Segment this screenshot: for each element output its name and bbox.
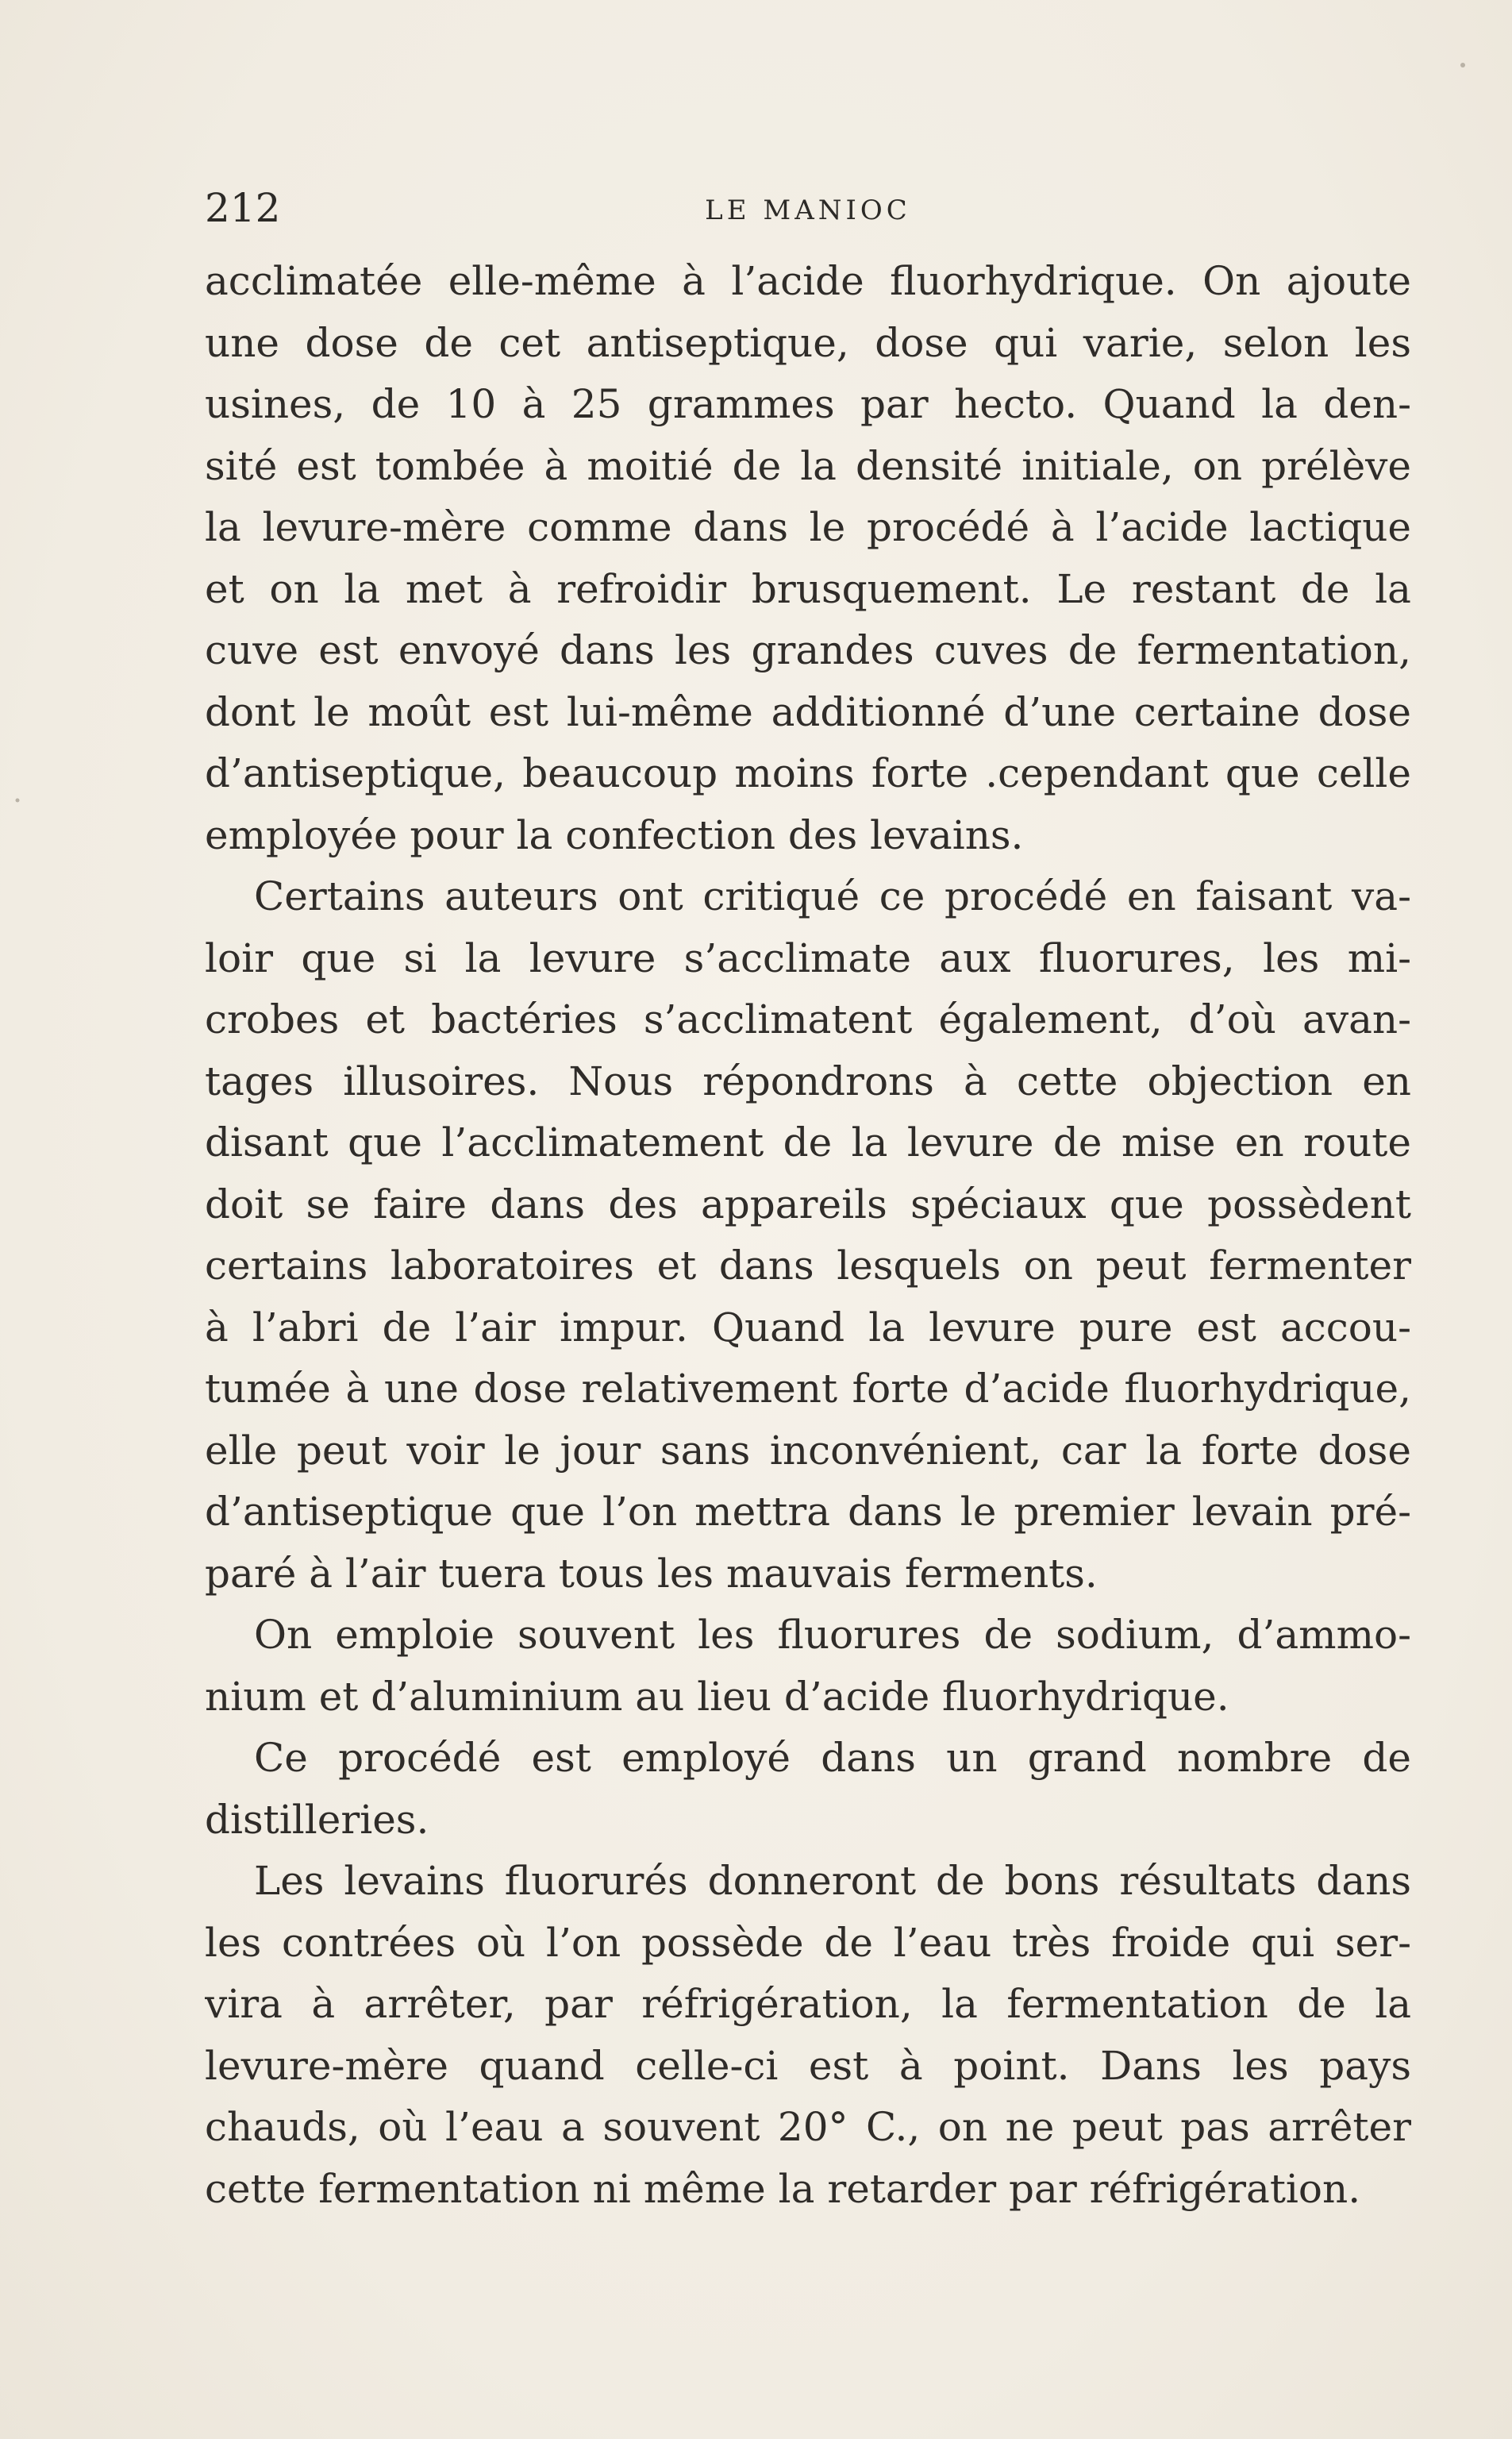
text-line: dont le moût est lui-même additionné d’une certaine dose (205, 688, 1411, 735)
page-number: 212 (205, 185, 281, 231)
speck (1460, 63, 1465, 67)
text-line: sité est tombée à moitié de la densité initiale, on prélève (205, 442, 1411, 489)
paragraph (205, 1728, 1411, 1851)
text-line: paré à l’air tuera tous les mauvais ferments. (205, 1550, 1098, 1597)
paragraph (205, 1851, 1411, 2220)
text-line: loir que si la levure s’acclimate aux fluorures, les mi- (205, 934, 1411, 981)
text-line: les contrées où l’on possède de l’eau très froide qui ser- (205, 1919, 1411, 1966)
text-line: et on la met à refroidir brusquement. Le restant de la (205, 565, 1411, 612)
text-line: d’antiseptique, beaucoup moins forte .cependant que celle (205, 750, 1411, 796)
text-line: d’antiseptique que l’on mettra dans le premier levain pré- (205, 1489, 1411, 1535)
paragraph (205, 251, 1411, 866)
text-line: Ce procédé est employé dans un grand nombre de (254, 1735, 1411, 1781)
text-line: cette fermentation ni même la retarder par réfrigération. (205, 2165, 1361, 2212)
text-line: disant que l’acclimatement de la levure de mise en route (205, 1119, 1411, 1166)
body-text (205, 251, 1411, 2220)
text-line: distilleries. (205, 1796, 429, 1843)
text-line: vira à arrêter, par réfrigération, la fermentation de la (205, 1981, 1411, 2027)
page-header (205, 181, 1411, 237)
text-line: elle peut voir le jour sans inconvénient, car la forte dose (205, 1427, 1411, 1474)
text-line: tages illusoires. Nous répondrons à cette objection en (205, 1058, 1411, 1104)
text-line: nium et d’aluminium au lieu d’acide fluorhydrique. (205, 1673, 1229, 1720)
text-line: certains laboratoires et dans lesquels on peut fermenter (205, 1243, 1411, 1289)
paragraph (205, 1605, 1411, 1728)
text-line: cuve est envoyé dans les grandes cuves de fermentation, (205, 627, 1411, 673)
text-line: crobes et bactéries s’acclimatent également, d’où avan- (205, 996, 1411, 1042)
text-line: chauds, où l’eau a souvent 20° C., on ne peut pas arrêter (205, 2104, 1411, 2150)
text-line: tumée à une dose relativement forte d’acide fluorhydrique, (205, 1366, 1411, 1412)
text-line: la levure-mère comme dans le procédé à l’acide lactique (205, 504, 1411, 550)
text-line: levure-mère quand celle-ci est à point. Dans les pays (205, 2042, 1411, 2089)
text-line: Les levains fluorurés donneront de bons résultats dans (254, 1858, 1411, 1904)
text-line: une dose de cet antiseptique, dose qui varie, selon les (205, 319, 1411, 366)
paragraph (205, 866, 1411, 1605)
text-line: doit se faire dans des appareils spéciaux que possèdent (205, 1181, 1411, 1227)
text-line: à l’abri de l’air impur. Quand la levure pure est accou- (205, 1304, 1411, 1351)
text-line: acclimatée elle-même à l’acide fluorhydrique. On ajoute (205, 258, 1411, 304)
text-line: Certains auteurs ont critiqué ce procédé en faisant va- (254, 873, 1411, 919)
running-title: LE MANIOC (705, 195, 911, 226)
speck (16, 799, 20, 803)
text-line: employée pour la confection des levains. (205, 811, 1024, 858)
text-line: On emploie souvent les fluorures de sodium, d’ammo- (254, 1612, 1411, 1658)
text-line: usines, de 10 à 25 grammes par hecto. Quand la den- (205, 381, 1411, 427)
